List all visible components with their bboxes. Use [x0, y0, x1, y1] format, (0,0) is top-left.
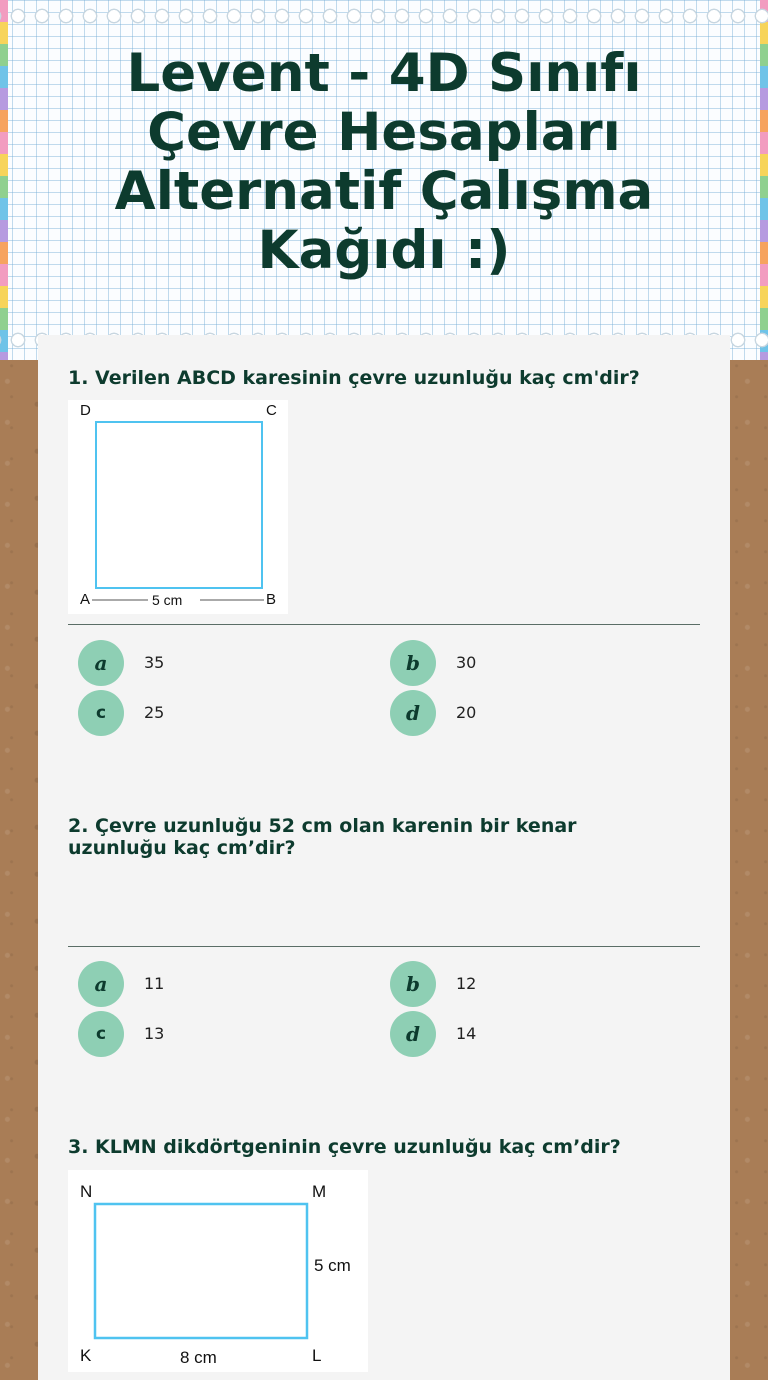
square-diagram [68, 400, 288, 614]
option-letter-badge: b [390, 961, 436, 1007]
bottom-measure-label: 8 cm [180, 1348, 217, 1367]
question-2-text [68, 815, 708, 859]
header-banner [0, 0, 768, 360]
option-letter-badge: c [78, 1011, 124, 1057]
vertex-label-n: N [80, 1182, 93, 1201]
question-1-option-d[interactable] [380, 690, 680, 736]
vertex-label-c: C [266, 402, 277, 419]
title-line-1: Levent - 4D Sınıfı [126, 43, 642, 104]
option-letter-badge: d [390, 1011, 436, 1057]
title-line-3: Alternatif Çalışma [114, 161, 654, 222]
vertex-label-d: D [80, 402, 91, 419]
question-3-figure [68, 1170, 368, 1372]
option-value: 25 [144, 703, 165, 722]
vertex-label-m: M [312, 1182, 327, 1201]
question-1-option-a[interactable] [68, 640, 368, 686]
option-value: 14 [456, 1024, 477, 1043]
option-value: 13 [144, 1024, 165, 1043]
page-title [40, 44, 728, 280]
question-3-text: 3. KLMN dikdörtgeninin çevre uzunluğu kaç cm’dir? [68, 1136, 621, 1158]
question-2-line-1: 2. Çevre uzunluğu 52 cm olan karenin bir kenar [68, 815, 577, 837]
question-2-option-d[interactable] [380, 1011, 680, 1057]
question-2-line-2: uzunluğu kaç cm’dir? [68, 837, 296, 859]
option-value: 35 [144, 653, 165, 672]
question-1-figure [68, 400, 288, 614]
option-value: 30 [456, 653, 477, 672]
question-1-option-b[interactable] [380, 640, 680, 686]
title-line-2: Çevre Hesapları [147, 102, 621, 163]
right-color-stripes [760, 0, 768, 360]
option-letter-badge: b [390, 640, 436, 686]
question-2-option-a[interactable] [68, 961, 368, 1007]
vertex-label-b: B [266, 591, 277, 608]
vertex-label-k: K [80, 1346, 92, 1365]
vertex-label-l: L [312, 1346, 322, 1365]
vertex-label-a: A [80, 591, 91, 608]
question-2-option-c[interactable] [68, 1011, 368, 1057]
question-1-divider [68, 624, 700, 625]
question-1-option-c[interactable] [68, 690, 368, 736]
question-2-divider [68, 946, 700, 947]
question-1-text: 1. Verilen ABCD karesinin çevre uzunluğu kaç cm'dir? [68, 367, 640, 389]
side-measure-label: 5 cm [152, 592, 183, 608]
option-value: 11 [144, 974, 165, 993]
side-measure-label: 5 cm [314, 1256, 351, 1275]
left-color-stripes [0, 0, 8, 360]
top-binder-holes [0, 6, 768, 26]
option-value: 20 [456, 703, 477, 722]
option-letter-badge: a [78, 961, 124, 1007]
question-2-option-b[interactable] [380, 961, 680, 1007]
title-line-4: Kağıdı :) [257, 220, 511, 281]
option-letter-badge: a [78, 640, 124, 686]
option-letter-badge: c [78, 690, 124, 736]
option-value: 12 [456, 974, 477, 993]
option-letter-badge: d [390, 690, 436, 736]
